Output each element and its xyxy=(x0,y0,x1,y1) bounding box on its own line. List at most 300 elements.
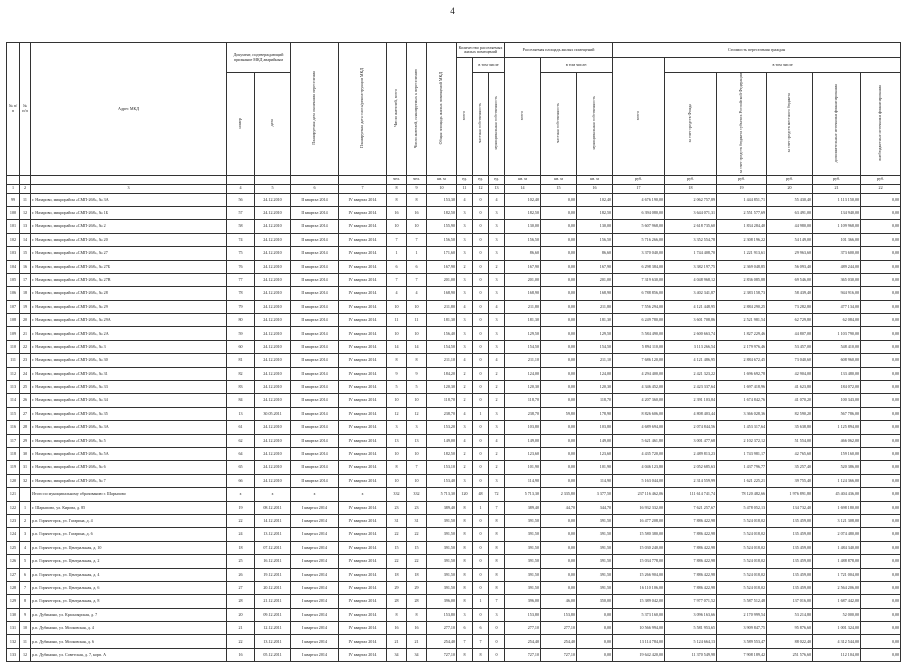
unit-cell xyxy=(31,175,227,184)
table-cell: 168,90 xyxy=(505,287,541,300)
table-cell: 7 xyxy=(407,461,427,474)
table-cell: 58 xyxy=(227,220,255,233)
table-cell: 130,00 xyxy=(505,220,541,233)
table-cell: 1 437 796,77 xyxy=(717,461,767,474)
table-cell: 0,00 xyxy=(541,474,577,487)
table-cell: I квартал 2014 xyxy=(291,581,339,594)
table-cell: 8 xyxy=(407,193,427,206)
table-cell: 2 884 290,25 xyxy=(717,300,767,313)
table-cell: 391,50 xyxy=(577,568,613,581)
table-cell: 20.12.2011 xyxy=(255,581,291,594)
table-cell: 114 xyxy=(7,394,20,407)
table-cell: 477 134,00 xyxy=(813,300,861,313)
table-cell: 0 xyxy=(473,434,489,447)
table-cell: 11 xyxy=(407,314,427,327)
table-cell: г. Назарово, микрорайон «СМП-268», № 27 xyxy=(31,247,227,260)
table-cell: 2 179 976,46 xyxy=(717,340,767,353)
table-cell: IV квартал 2014 xyxy=(339,233,387,246)
column-number-cell: 9 xyxy=(407,184,427,193)
table-cell: 2 xyxy=(457,394,473,407)
table-cell: 19 xyxy=(227,501,255,514)
table-cell: IV квартал 2014 xyxy=(339,622,387,635)
header-area-group: Расселяемая площадь жилых помещений xyxy=(505,43,613,58)
table-cell: 78 xyxy=(227,287,255,300)
table-cell: 727,10 xyxy=(427,648,457,661)
table-cell: 29 xyxy=(387,581,407,594)
table-cell: IV квартал 2014 xyxy=(339,568,387,581)
table-cell: 3 xyxy=(489,314,505,327)
table-cell: 149,00 xyxy=(427,434,457,447)
table-row xyxy=(7,354,901,367)
table-cell: 10 xyxy=(387,474,407,487)
table-cell: 2 102 372,12 xyxy=(717,434,767,447)
table-cell: 1 xyxy=(407,247,427,260)
header-area-municipal: муниципальная собственность xyxy=(577,73,613,176)
table-cell: 2 391 103,84 xyxy=(665,394,717,407)
table-cell: 2 074 480,00 xyxy=(813,528,861,541)
table-cell: 118,70 xyxy=(427,394,457,407)
table-cell: 6 xyxy=(387,260,407,273)
table-cell: г. Назарово, микрорайон «СМП-268», № 34 xyxy=(31,394,227,407)
table-cell: 24.12.2010 xyxy=(255,447,291,460)
header-residents-total: Число жителей, всего xyxy=(387,43,407,176)
table-cell: 44,70 xyxy=(541,501,577,514)
table-cell: 130,00 xyxy=(577,220,613,233)
table-cell: 16 xyxy=(387,206,407,219)
table-cell: 14 xyxy=(20,233,31,246)
header-planned-demolish: Планируемая дата сноса/реконструкции МКД xyxy=(339,43,387,176)
header-area-in-that: в том числе: xyxy=(541,58,613,73)
table-cell: 0,00 xyxy=(541,340,577,353)
table-cell: 8 xyxy=(457,581,473,594)
table-cell: II квартал 2014 xyxy=(291,193,339,206)
column-number-cell: 6 xyxy=(291,184,339,193)
table-cell: IV квартал 2014 xyxy=(339,648,387,661)
table-cell: 101,90 xyxy=(505,461,541,474)
table-cell: 26 xyxy=(20,394,31,407)
table-cell: 20 xyxy=(20,314,31,327)
table-cell: 3 096 163,66 xyxy=(665,608,717,621)
table-cell: 3 xyxy=(489,327,505,340)
table-cell: 5 xyxy=(387,381,407,394)
table-cell: 21.12.2011 xyxy=(255,595,291,608)
table-cell: 15 xyxy=(387,541,407,554)
table-cell: 0,00 xyxy=(541,247,577,260)
table-cell: 154,50 xyxy=(505,340,541,353)
table-cell: 178,90 xyxy=(577,407,613,420)
table-cell: 3 370 040,00 xyxy=(613,247,665,260)
table-cell: 0,00 xyxy=(861,193,901,206)
table-row xyxy=(7,514,901,527)
unit-cell xyxy=(339,175,387,184)
table-cell: 24.12.2010 xyxy=(255,233,291,246)
table-cell: 61 xyxy=(227,421,255,434)
table-cell: 74 xyxy=(227,233,255,246)
table-cell: р.п. Дубинино, ул. Советская, д. 7, корп. А xyxy=(31,648,227,661)
table-cell: г. Назарово, микрорайон «СМП-268», № 2 xyxy=(31,220,227,233)
table-cell: 34 xyxy=(387,648,407,661)
table-cell: 84 xyxy=(227,394,255,407)
table-cell: 1 488 878,00 xyxy=(813,555,861,568)
table-cell: 59 xyxy=(227,327,255,340)
table-cell: 28 xyxy=(20,421,31,434)
table-cell: 8 xyxy=(489,514,505,527)
column-number-cell: 5 xyxy=(255,184,291,193)
table-cell: 0 xyxy=(473,461,489,474)
table-cell: IV квартал 2014 xyxy=(339,340,387,353)
table-cell: 75 xyxy=(227,247,255,260)
table-cell: 13.12.2011 xyxy=(255,528,291,541)
table-cell: 0,00 xyxy=(541,300,577,313)
table-cell: 22 xyxy=(387,555,407,568)
table-cell: 0,00 xyxy=(541,367,577,380)
table-cell: 23 xyxy=(20,354,31,367)
table-cell: I квартал 2014 xyxy=(291,608,339,621)
table-cell: 5 524 018,02 xyxy=(717,555,767,568)
table-cell: 0,00 xyxy=(577,648,613,661)
table-cell: р.п. Горячегорск, ул. Центральная, д. 6 xyxy=(31,581,227,594)
table-cell: 182,50 xyxy=(505,206,541,219)
table-cell: 8 xyxy=(457,541,473,554)
table-cell: 5 524 018,02 xyxy=(717,528,767,541)
column-number-cell: 20 xyxy=(767,184,813,193)
unit-cell xyxy=(291,175,339,184)
table-cell: 133 xyxy=(7,648,20,661)
table-cell: 62 084,00 xyxy=(813,314,861,327)
table-cell: г. Назарово, микрорайон «СМП-268», № 28 xyxy=(31,287,227,300)
table-cell: 5 621 461,80 xyxy=(613,434,665,447)
table-cell: 1 xyxy=(20,501,31,514)
table-cell: 0,00 xyxy=(861,273,901,286)
table-cell: 389,40 xyxy=(505,501,541,514)
table-cell: 3 366 028,36 xyxy=(717,407,767,420)
table-cell: 0,00 xyxy=(861,555,901,568)
table-cell: 21 xyxy=(387,635,407,648)
table-cell: II квартал 2014 xyxy=(291,447,339,460)
table-cell: 42 904,00 xyxy=(767,367,813,380)
column-number-cell: 11 xyxy=(457,184,473,193)
table-cell: 16 xyxy=(407,206,427,219)
table-cell: 4 689 694,00 xyxy=(613,421,665,434)
table-cell: I квартал 2014 xyxy=(291,635,339,648)
table-cell: 1 444 851,71 xyxy=(717,193,767,206)
header-rooms-group: Количество расселяемых жилых помещений xyxy=(457,43,505,58)
column-number-cell: 4 xyxy=(227,184,255,193)
table-cell: 0,00 xyxy=(861,421,901,434)
table-cell: 0,00 xyxy=(541,541,577,554)
table-row xyxy=(7,595,901,608)
table-cell: 168,90 xyxy=(577,287,613,300)
table-cell: 118 xyxy=(7,447,20,460)
table-cell: 391,50 xyxy=(427,555,457,568)
table-cell: 391,50 xyxy=(427,514,457,527)
table-cell: 0,00 xyxy=(541,434,577,447)
table-cell: 1 113 150,00 xyxy=(813,193,861,206)
table-cell: 0 xyxy=(473,300,489,313)
table-cell: 19.12.2011 xyxy=(255,568,291,581)
table-cell: 167,90 xyxy=(427,260,457,273)
column-number-cell: 21 xyxy=(813,184,861,193)
table-cell: 112 104,00 xyxy=(813,648,861,661)
table-cell: г. Назарово, микрорайон «СМП-268», № 7 xyxy=(31,474,227,487)
table-cell: 27 xyxy=(20,407,31,420)
table-cell: 10 xyxy=(387,300,407,313)
table-row xyxy=(7,635,901,648)
table-cell: 5 163 044,00 xyxy=(613,474,665,487)
table-cell: 182,50 xyxy=(577,206,613,219)
table-cell: IV квартал 2014 xyxy=(339,314,387,327)
table-cell: 41 623,80 xyxy=(767,381,813,394)
table-cell: г. Назарово, микрорайон «СМП-268», № 5А xyxy=(31,447,227,460)
table-cell: 26 xyxy=(227,568,255,581)
table-cell: IV квартал 2014 xyxy=(339,287,387,300)
table-cell: 3 xyxy=(387,421,407,434)
table-cell: 9 xyxy=(387,367,407,380)
table-cell: 3 xyxy=(457,273,473,286)
table-cell: 8 xyxy=(489,541,505,554)
table-cell: 5 894 110,00 xyxy=(613,340,665,353)
table-cell: 184 072,00 xyxy=(813,381,861,394)
table-cell: 62 729,80 xyxy=(767,314,813,327)
table-cell: 184,20 xyxy=(427,367,457,380)
table-cell: 0,00 xyxy=(861,381,901,394)
table-cell: 15 xyxy=(407,541,427,554)
table-cell: 0,00 xyxy=(861,300,901,313)
table-cell: 0 xyxy=(473,394,489,407)
table-cell: г. Назарово, микрорайон «СМП-268», № 1Б xyxy=(31,206,227,219)
table-cell: 149,00 xyxy=(505,434,541,447)
table-cell: 4 xyxy=(407,287,427,300)
table-cell: 2 xyxy=(20,514,31,527)
table-cell: 83 xyxy=(227,381,255,394)
table-cell: 2 836 085,88 xyxy=(717,273,767,286)
table-row xyxy=(7,581,901,594)
table-cell: 08.12.2011 xyxy=(255,501,291,514)
table-cell: 2 xyxy=(457,260,473,273)
table-cell: 201,00 xyxy=(505,273,541,286)
table-cell: 0,00 xyxy=(541,528,577,541)
table-cell: 101,90 xyxy=(577,461,613,474)
table-cell: 44 807,00 xyxy=(767,327,813,340)
table-row xyxy=(7,622,901,635)
table-cell: 0 xyxy=(473,608,489,621)
table-cell: 0 xyxy=(473,260,489,273)
table-cell: 120,30 xyxy=(505,381,541,394)
table-cell: 0,00 xyxy=(541,421,577,434)
table-row xyxy=(7,300,901,313)
table-cell: 24.12.2010 xyxy=(255,394,291,407)
column-number-cell: 12 xyxy=(473,184,489,193)
table-cell: 277,10 xyxy=(505,622,541,635)
table-cell: 100 xyxy=(7,206,20,219)
table-cell: IV квартал 2014 xyxy=(339,581,387,594)
table-cell: 15 389 042,00 xyxy=(613,595,665,608)
table-cell: 1 125 894,00 xyxy=(813,421,861,434)
table-cell: 608 960,00 xyxy=(813,354,861,367)
table-cell: 5 581 953,65 xyxy=(665,622,717,635)
table-cell: 8 xyxy=(457,595,473,608)
table-cell: 237 116 462,06 xyxy=(613,488,665,501)
table-cell: 2 521 981,54 xyxy=(717,314,767,327)
table-row xyxy=(7,220,901,233)
table-cell: x xyxy=(291,488,339,501)
table-cell: 39 755,40 xyxy=(767,474,813,487)
table-row xyxy=(7,528,901,541)
table-cell: x xyxy=(255,488,291,501)
table-cell: 3 xyxy=(489,407,505,420)
table-cell: 10 xyxy=(387,394,407,407)
table-cell: 10 xyxy=(387,220,407,233)
header-residents-planned: Число жителей, планируемых к переселению xyxy=(407,43,427,176)
table-cell: 102 xyxy=(7,233,20,246)
table-cell: 10 566 994,00 xyxy=(613,622,665,635)
table-cell: 0,00 xyxy=(541,273,577,286)
table-cell: 15 034 778,00 xyxy=(613,555,665,568)
table-cell: 3 xyxy=(489,247,505,260)
table-cell: 254,40 xyxy=(427,635,457,648)
table-cell: р.п. Горячегорск, ул. Гагарина, д. 6 xyxy=(31,528,227,541)
table-cell: 1 744 408,70 xyxy=(665,247,717,260)
table-cell: 7 886 422,98 xyxy=(665,581,717,594)
table-cell: 56 xyxy=(227,193,255,206)
table-cell: 466 062,00 xyxy=(813,434,861,447)
table-cell: 6 xyxy=(473,622,489,635)
header-rooms-private: частная собственность xyxy=(473,73,489,176)
table-cell: 7 xyxy=(407,273,427,286)
table-cell: 1 xyxy=(387,247,407,260)
table-cell: 7 xyxy=(489,501,505,514)
table-cell: 114,90 xyxy=(577,474,613,487)
table-cell: IV квартал 2014 xyxy=(339,300,387,313)
table-cell: 3 xyxy=(457,340,473,353)
table-cell: 2 xyxy=(457,461,473,474)
table-cell: 5 524 018,02 xyxy=(717,568,767,581)
table-cell: 254,40 xyxy=(541,635,577,648)
table-cell: 3 113 266,54 xyxy=(665,340,717,353)
table-row xyxy=(7,447,901,460)
table-cell: 211,10 xyxy=(505,354,541,367)
table-cell: 5 524 018,02 xyxy=(717,514,767,527)
table-cell: 0,00 xyxy=(541,555,577,568)
table-cell: г. Назарово, микрорайон «СМП-268», № 29А xyxy=(31,314,227,327)
table-cell: 3 xyxy=(457,421,473,434)
table-cell: р.п. Горячегорск, ул. Центральная, д. 4 xyxy=(31,568,227,581)
table-cell: 156,50 xyxy=(577,233,613,246)
table-cell: 4 xyxy=(20,541,31,554)
table-cell: 27 xyxy=(227,581,255,594)
table-cell: 22 xyxy=(407,555,427,568)
table-cell: 10 xyxy=(20,622,31,635)
table-cell: 4 xyxy=(457,354,473,367)
table-cell: IV квартал 2014 xyxy=(339,327,387,340)
table-cell: 0,00 xyxy=(861,568,901,581)
table-cell: 116 xyxy=(7,421,20,434)
table-cell: 201,00 xyxy=(427,273,457,286)
table-cell: 79 xyxy=(227,300,255,313)
table-cell: 391,50 xyxy=(505,568,541,581)
table-cell: 11 xyxy=(20,193,31,206)
table-cell: 1 696 692,78 xyxy=(717,367,767,380)
table-cell: 9 xyxy=(20,608,31,621)
table-cell: 344,70 xyxy=(577,501,613,514)
table-cell: 6 xyxy=(407,260,427,273)
table-cell: IV квартал 2014 xyxy=(339,260,387,273)
table-cell: 7 xyxy=(387,273,407,286)
table-cell: 8 xyxy=(489,581,505,594)
table-cell: 8 xyxy=(489,568,505,581)
table-cell: 156,40 xyxy=(427,327,457,340)
table-cell: 8 xyxy=(489,555,505,568)
table-cell: 111 614 741,74 xyxy=(665,488,717,501)
table-cell: 24.12.2010 xyxy=(255,220,291,233)
table-cell: 0 xyxy=(473,340,489,353)
unit-cell: ед. xyxy=(473,175,489,184)
table-cell: 251 576,60 xyxy=(767,648,813,661)
table-cell: 3 121 308,00 xyxy=(813,514,861,527)
table-cell: 21 xyxy=(20,327,31,340)
unit-cell: ед. xyxy=(489,175,505,184)
table-cell: г. Шарыпово, ул. Кирова, д. 85 xyxy=(31,501,227,514)
unit-cell: чел. xyxy=(387,175,407,184)
table-cell: 130 xyxy=(7,608,20,621)
table-cell: 65 xyxy=(227,461,255,474)
table-cell: 60 xyxy=(227,340,255,353)
table-cell: II квартал 2014 xyxy=(291,327,339,340)
table-cell: р.п. Горячегорск, ул. Гагарина, д. 4 xyxy=(31,514,227,527)
table-cell: 396,00 xyxy=(427,595,457,608)
table-cell: 6 788 856,00 xyxy=(613,287,665,300)
table-cell: 09.12.2011 xyxy=(255,608,291,621)
table-cell: 111 xyxy=(7,354,20,367)
table-cell: 16 xyxy=(387,622,407,635)
table-cell: 53 214,80 xyxy=(767,608,813,621)
table-cell: 171,60 xyxy=(427,247,457,260)
table-cell: 6 xyxy=(20,568,31,581)
table-cell: 0,00 xyxy=(861,434,901,447)
table-cell: 13 xyxy=(387,434,407,447)
table-cell: 24.12.2010 xyxy=(255,434,291,447)
table-row xyxy=(7,260,901,273)
table-cell: г. Назарово, микрорайон «СМП-268», № 3А xyxy=(31,193,227,206)
table-cell: 154,50 xyxy=(427,340,457,353)
table-cell: 24 xyxy=(20,367,31,380)
table-row xyxy=(7,421,901,434)
table-cell: 112 xyxy=(7,367,20,380)
header-total-area: Общая площадь жилых помещений МКД xyxy=(427,43,457,176)
table-cell: 53 457,00 xyxy=(767,340,813,353)
table-cell: 5 584 490,00 xyxy=(613,327,665,340)
table-cell: 28 xyxy=(227,595,255,608)
table-cell: 0,00 xyxy=(541,327,577,340)
table-cell: 391,50 xyxy=(577,528,613,541)
table-cell: 0,00 xyxy=(861,461,901,474)
table-cell: 32 xyxy=(20,474,31,487)
table-cell: II квартал 2014 xyxy=(291,367,339,380)
table-cell: 13 xyxy=(407,434,427,447)
table-cell: 2 423 337,64 xyxy=(665,381,717,394)
table-cell: 156,50 xyxy=(427,233,457,246)
header-doc-group: Документ, подтверждающий признание МКД аварийным xyxy=(227,43,291,73)
table-cell: 8 xyxy=(457,555,473,568)
header-rooms-municipal: муниципальная собственность xyxy=(489,73,505,176)
table-cell: 727,10 xyxy=(505,648,541,661)
table-row xyxy=(7,488,901,501)
table-cell: 25 xyxy=(20,381,31,394)
table-cell: 103 xyxy=(7,247,20,260)
unit-cell: чел. xyxy=(407,175,427,184)
table-cell: г. Назарово, микрорайон «СМП-268», № 20 xyxy=(31,233,227,246)
table-cell: II квартал 2014 xyxy=(291,474,339,487)
